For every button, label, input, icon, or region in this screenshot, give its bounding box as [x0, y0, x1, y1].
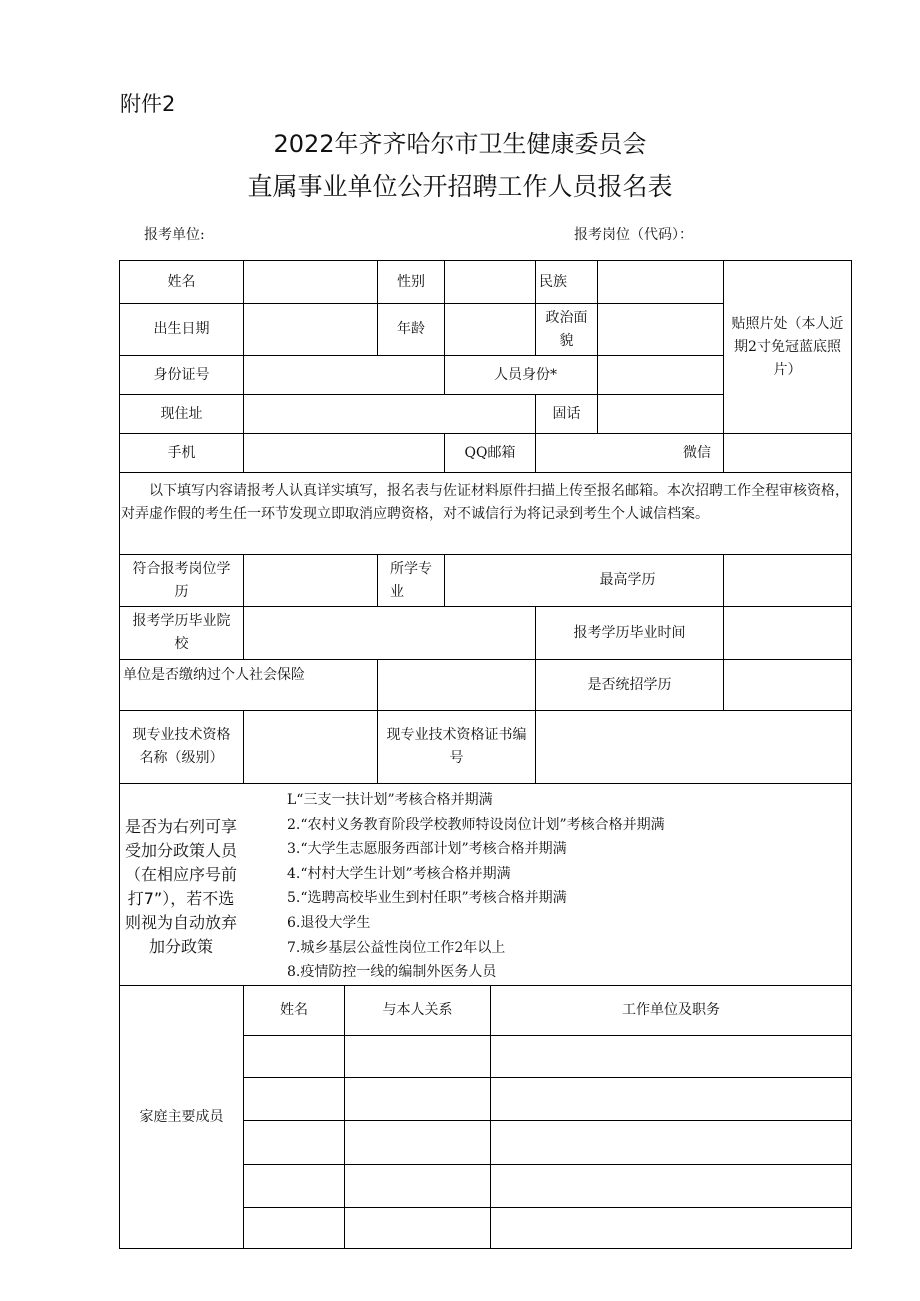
family-row[interactable]	[244, 1208, 851, 1248]
policy-option[interactable]: 6.退役大学生	[287, 914, 371, 931]
policy-option[interactable]: 2.“农村义务教育阶段学校教师特设岗位计划”考核合格并期满	[287, 816, 665, 833]
family-row[interactable]	[244, 1078, 851, 1120]
identity-input[interactable]	[598, 356, 723, 394]
age-label: 年龄	[397, 321, 425, 337]
edu-match-label: 符合报考岗位学历	[132, 560, 231, 600]
mobile-input[interactable]	[244, 434, 444, 472]
family-header-work: 工作单位及职务	[622, 1002, 720, 1018]
policy-label: 是否为右列可享受加分政策人员（在相应序号前打7”），若不选则视为自动放弃加分政策	[124, 817, 237, 956]
ethnicity-label: 民族	[539, 273, 567, 290]
policy-option[interactable]: 8.疫情防控一线的编制外医务人员	[287, 964, 497, 981]
unified-enroll-label: 是否统招学历	[587, 676, 672, 693]
edu-match-input[interactable]	[244, 555, 377, 606]
ethnicity-input[interactable]	[598, 261, 723, 303]
photo-placeholder[interactable]: 贴照片处（本人近期2寸免冠蓝底照片）	[731, 315, 844, 378]
id-input[interactable]	[244, 356, 444, 394]
name-input[interactable]	[244, 261, 377, 303]
wechat-input[interactable]	[724, 434, 851, 472]
policy-option[interactable]: 5.“选聘高校毕业生到村任职”考核合格并期满	[287, 890, 567, 907]
grad-school-label: 报考学历毕业院校	[132, 613, 231, 652]
name-label: 姓名	[167, 273, 196, 290]
qq-email-label: QQ邮箱	[464, 444, 516, 461]
family-header-name: 姓名	[280, 1002, 308, 1018]
id-label: 身份证号	[153, 366, 210, 383]
policy-option[interactable]: 3.“大学生志愿服务西部计划”考核合格并期满	[287, 841, 567, 858]
unified-enroll-input[interactable]	[724, 660, 851, 710]
identity-label: 人员身份*	[494, 366, 557, 383]
tech-cert-input[interactable]	[536, 711, 851, 783]
annex-label: 附件2	[120, 92, 176, 116]
major-label: 所学专业	[390, 560, 432, 600]
gender-label: 性别	[397, 273, 425, 290]
family-row[interactable]	[244, 1121, 851, 1164]
policy-option[interactable]: L“三支一扶计划”考核合格并期满	[287, 792, 493, 808]
mobile-label: 手机	[167, 444, 196, 461]
family-header-relation: 与本人关系	[382, 1002, 453, 1018]
birth-input[interactable]	[244, 304, 377, 355]
gender-input[interactable]	[445, 261, 535, 303]
social-insurance-label: 单位是否缴纳过个人社会保险	[123, 667, 305, 683]
political-label: 政治面貌	[545, 309, 588, 349]
notice-text: 以下填写内容请报考人认真详实填写，报名表与佐证材料原件扫描上传至报名邮箱。本次招聘工作全程审核资格，对弄虚作假的考生任一环节发现立即取消应聘资格，对不诚信行为将记录到考生个人诚信档案。	[121, 483, 849, 522]
social-insurance-input[interactable]	[378, 660, 535, 710]
family-row[interactable]	[244, 1036, 851, 1077]
grad-time-label: 报考学历毕业时间	[573, 624, 686, 641]
tech-title-input[interactable]	[244, 711, 377, 783]
apply-unit-label: 报考单位:	[144, 227, 205, 243]
wechat-label: 微信	[683, 444, 711, 461]
phone-input[interactable]	[598, 395, 723, 433]
grad-time-input[interactable]	[724, 607, 851, 659]
apply-post-label: 报考岗位（代码）：	[574, 227, 693, 243]
phone-label: 固话	[552, 405, 581, 422]
form-title-line-1: 2022年齐齐哈尔市卫生健康委员会	[273, 130, 647, 158]
highest-edu-input[interactable]	[724, 555, 851, 606]
tech-title-label: 现专业技术资格名称（级别）	[132, 727, 231, 766]
policy-option[interactable]: 7.城乡基层公益性岗位工作2年以上	[287, 939, 506, 956]
address-label: 现住址	[160, 405, 203, 422]
family-row[interactable]	[244, 1165, 851, 1207]
highest-edu-label: 最高学历	[599, 572, 656, 588]
form-title-line-2: 直属事业单位公开招聘工作人员报名表	[247, 172, 673, 201]
policy-option[interactable]: 4.“村村大学生计划”考核合格并期满	[287, 865, 511, 882]
birth-label: 出生日期	[153, 321, 210, 337]
grad-school-input[interactable]	[244, 607, 535, 659]
address-input[interactable]	[244, 395, 535, 433]
political-input[interactable]	[598, 304, 723, 355]
age-input[interactable]	[445, 304, 535, 355]
policy-options-list	[287, 788, 847, 985]
tech-cert-label: 现专业技术资格证书编号	[386, 727, 527, 766]
family-label: 家庭主要成员	[139, 1108, 224, 1125]
